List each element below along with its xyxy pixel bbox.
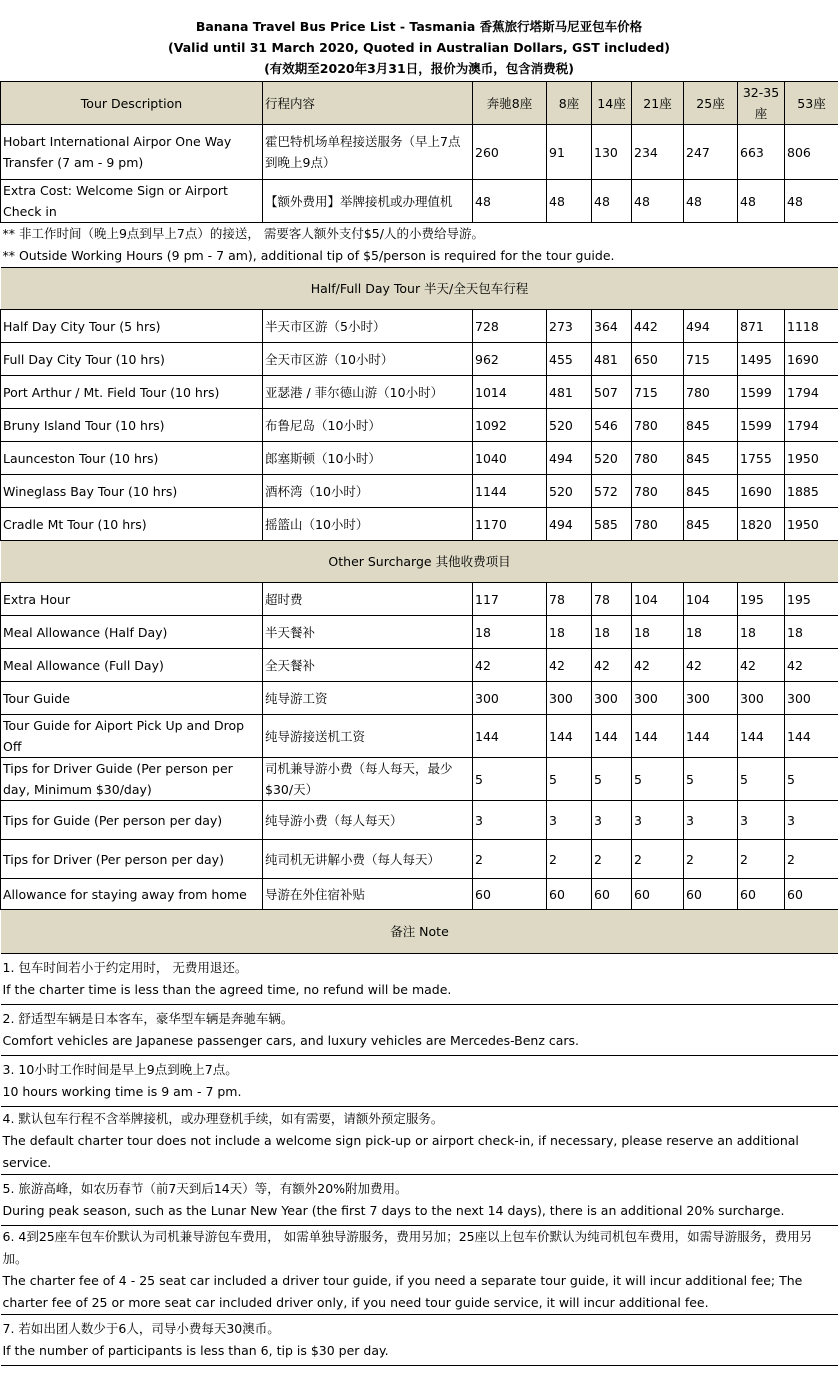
price-cell: 144 bbox=[785, 715, 838, 758]
note bbox=[1, 1226, 838, 1315]
price-cell: 780 bbox=[632, 508, 684, 541]
price-cell: 3 bbox=[684, 801, 738, 840]
price-row bbox=[1, 409, 838, 442]
price-cell: 780 bbox=[684, 376, 738, 409]
price-cell: 2 bbox=[632, 840, 684, 879]
price-cell: 60 bbox=[738, 879, 785, 910]
note-zh: 4. 默认包车行程不含举牌接机，或办理登机手续，如有需要，请额外预定服务。 bbox=[2, 1110, 444, 1126]
price-cell: 5 bbox=[738, 758, 785, 801]
price-cell: 300 bbox=[684, 682, 738, 715]
transfer-note bbox=[1, 223, 838, 268]
price-row bbox=[1, 475, 838, 508]
price-cell: 845 bbox=[684, 508, 738, 541]
document-title: Banana Travel Bus Price List - Tasmania 香蕉旅行塔斯马尼亚包车价格 bbox=[195, 19, 643, 34]
tour-description-en: Tips for Driver Guide (Per person per day, Minimum $30/day) bbox=[1, 758, 263, 801]
price-cell: 48 bbox=[547, 180, 592, 223]
tour-description-zh: 郎塞斯顿（10小时） bbox=[263, 442, 473, 475]
tour-description-en: Extra Hour bbox=[1, 583, 263, 616]
note-row bbox=[1, 1226, 838, 1315]
price-cell: 845 bbox=[684, 475, 738, 508]
price-cell: 247 bbox=[684, 125, 738, 180]
price-cell: 1755 bbox=[738, 442, 785, 475]
note-row bbox=[1, 954, 838, 1005]
note bbox=[1, 1005, 838, 1056]
column-header: 32-35座 bbox=[738, 82, 785, 125]
price-cell: 1885 bbox=[785, 475, 838, 508]
column-header: 25座 bbox=[684, 82, 738, 125]
price-cell: 144 bbox=[473, 715, 547, 758]
price-cell: 650 bbox=[632, 343, 684, 376]
note-zh: 1. 包车时间若小于约定用时， 无费用退还。 bbox=[2, 960, 248, 975]
validity-en: (Valid until 31 March 2020, Quoted in Australian Dollars, GST included) bbox=[168, 40, 670, 55]
price-cell: 18 bbox=[473, 616, 547, 649]
price-cell: 144 bbox=[738, 715, 785, 758]
note-zh: 7. 若如出团人数少于6人，司导小费每天30澳币。 bbox=[2, 1321, 280, 1336]
price-cell: 3 bbox=[547, 801, 592, 840]
tour-description-en: Full Day City Tour (10 hrs) bbox=[1, 343, 263, 376]
column-header: 行程内容 bbox=[263, 82, 473, 125]
tour-description-en: Port Arthur / Mt. Field Tour (10 hrs) bbox=[1, 376, 263, 409]
price-cell: 3 bbox=[592, 801, 632, 840]
price-cell: 48 bbox=[473, 180, 547, 223]
column-header: 奔驰8座 bbox=[473, 82, 547, 125]
price-cell: 1794 bbox=[785, 376, 838, 409]
tour-description-en: Tips for Guide (Per person per day) bbox=[1, 801, 263, 840]
price-cell: 494 bbox=[547, 442, 592, 475]
price-cell: 806 bbox=[785, 125, 838, 180]
tour-description-en: Wineglass Bay Tour (10 hrs) bbox=[1, 475, 263, 508]
price-cell: 546 bbox=[592, 409, 632, 442]
tour-description-en: Cradle Mt Tour (10 hrs) bbox=[1, 508, 263, 541]
price-cell: 117 bbox=[473, 583, 547, 616]
price-cell: 273 bbox=[547, 310, 592, 343]
note-zh: 6. 4到25座车包车价默认为司机兼导游包车费用， 如需单独导游服务，费用另加；25座以上包车价默认为纯司机包车费用，如需导游服务，费用另加。 bbox=[2, 1229, 813, 1266]
price-cell: 2 bbox=[738, 840, 785, 879]
note-en: The default charter tour does not include a welcome sign pick-up or airport check-in, if necessary, please reserve an additional service. bbox=[2, 1132, 799, 1170]
price-cell: 5 bbox=[473, 758, 547, 801]
price-cell: 520 bbox=[592, 442, 632, 475]
note bbox=[1, 954, 838, 1005]
price-cell: 195 bbox=[785, 583, 838, 616]
price-cell: 91 bbox=[547, 125, 592, 180]
transfer-note-row bbox=[1, 223, 838, 268]
price-row bbox=[1, 125, 838, 180]
note bbox=[1, 1056, 838, 1107]
tour-description-en: Tour Guide bbox=[1, 682, 263, 715]
price-cell: 60 bbox=[547, 879, 592, 910]
price-cell: 1690 bbox=[738, 475, 785, 508]
price-cell: 144 bbox=[632, 715, 684, 758]
document-header bbox=[0, 0, 838, 81]
transfer-note-en: ** Outside Working Hours (9 pm - 7 am), additional tip of $5/person is required for the tour guide. bbox=[2, 248, 615, 263]
note bbox=[1, 1107, 838, 1175]
note-en: The charter fee of 4 - 25 seat car included a driver tour guide, if you need a separate tour guide, it will incur additional fee; The charter fee of 25 or more seat car included driver only, if you need tour guide service, it will incur additional fee. bbox=[2, 1273, 803, 1310]
price-cell: 144 bbox=[592, 715, 632, 758]
price-row bbox=[1, 649, 838, 682]
price-cell: 3 bbox=[785, 801, 838, 840]
column-header: Tour Description bbox=[1, 82, 263, 125]
price-cell: 1118 bbox=[785, 310, 838, 343]
note-row bbox=[1, 1315, 838, 1366]
price-cell: 3 bbox=[632, 801, 684, 840]
price-cell: 300 bbox=[547, 682, 592, 715]
price-cell: 60 bbox=[473, 879, 547, 910]
price-cell: 2 bbox=[684, 840, 738, 879]
price-cell: 715 bbox=[684, 343, 738, 376]
price-cell: 5 bbox=[632, 758, 684, 801]
price-cell: 481 bbox=[547, 376, 592, 409]
tour-description-zh: 全天市区游（10小时） bbox=[263, 343, 473, 376]
price-cell: 1495 bbox=[738, 343, 785, 376]
tour-description-en: Meal Allowance (Full Day) bbox=[1, 649, 263, 682]
price-row bbox=[1, 758, 838, 801]
section-other-surcharge bbox=[1, 541, 838, 583]
price-cell: 48 bbox=[785, 180, 838, 223]
price-cell: 260 bbox=[473, 125, 547, 180]
price-row bbox=[1, 376, 838, 409]
tour-description-en: Launceston Tour (10 hrs) bbox=[1, 442, 263, 475]
price-cell: 871 bbox=[738, 310, 785, 343]
price-cell: 42 bbox=[473, 649, 547, 682]
price-cell: 1820 bbox=[738, 508, 785, 541]
price-cell: 234 bbox=[632, 125, 684, 180]
price-cell: 1599 bbox=[738, 409, 785, 442]
note-en: 10 hours working time is 9 am - 7 pm. bbox=[2, 1084, 242, 1099]
price-cell: 48 bbox=[684, 180, 738, 223]
price-row bbox=[1, 180, 838, 223]
note-row bbox=[1, 1175, 838, 1226]
price-cell: 60 bbox=[785, 879, 838, 910]
price-cell: 5 bbox=[785, 758, 838, 801]
price-cell: 18 bbox=[632, 616, 684, 649]
tour-description-en: Hobart International Airpor One Way Transfer (7 am - 9 pm) bbox=[1, 125, 263, 180]
price-cell: 1170 bbox=[473, 508, 547, 541]
tour-description-zh: 纯导游小费（每人每天） bbox=[263, 801, 473, 840]
price-cell: 18 bbox=[684, 616, 738, 649]
tour-description-zh: 司机兼导游小费（每人每天，最少$30/天） bbox=[263, 758, 473, 801]
price-cell: 1950 bbox=[785, 442, 838, 475]
tour-description-zh: 酒杯湾（10小时） bbox=[263, 475, 473, 508]
price-cell: 585 bbox=[592, 508, 632, 541]
column-header: 14座 bbox=[592, 82, 632, 125]
tour-description-en: Bruny Island Tour (10 hrs) bbox=[1, 409, 263, 442]
tour-description-en: Extra Cost: Welcome Sign or Airport Check in bbox=[1, 180, 263, 223]
price-cell: 481 bbox=[592, 343, 632, 376]
note-en: During peak season, such as the Lunar New Year (the first 7 days to the next 14 days), there is an additional 20% surcharge. bbox=[2, 1203, 785, 1218]
tour-description-zh: 纯司机无讲解小费（每人每天） bbox=[263, 840, 473, 879]
price-cell: 715 bbox=[632, 376, 684, 409]
price-cell: 78 bbox=[547, 583, 592, 616]
price-row bbox=[1, 616, 838, 649]
price-cell: 845 bbox=[684, 442, 738, 475]
price-cell: 78 bbox=[592, 583, 632, 616]
price-cell: 494 bbox=[547, 508, 592, 541]
price-cell: 1144 bbox=[473, 475, 547, 508]
price-row bbox=[1, 310, 838, 343]
tour-description-zh: 霍巴特机场单程接送服务（早上7点到晚上9点） bbox=[263, 125, 473, 180]
tour-description-zh: 半天市区游（5小时） bbox=[263, 310, 473, 343]
section-note bbox=[1, 910, 838, 954]
note bbox=[1, 1175, 838, 1226]
validity-zh: (有效期至2020年3月31日，报价为澳币，包含消费税) bbox=[264, 61, 574, 76]
tour-description-zh: 亚瑟港 / 菲尔德山游（10小时） bbox=[263, 376, 473, 409]
note-row bbox=[1, 1056, 838, 1107]
price-row bbox=[1, 879, 838, 910]
price-cell: 2 bbox=[785, 840, 838, 879]
price-row bbox=[1, 343, 838, 376]
note-zh: 5. 旅游高峰，如农历春节（前7天到后14天）等，有额外20%附加费用。 bbox=[2, 1181, 408, 1196]
tour-description-zh: 布鲁尼岛（10小时） bbox=[263, 409, 473, 442]
price-cell: 5 bbox=[547, 758, 592, 801]
price-cell: 1040 bbox=[473, 442, 547, 475]
price-cell: 364 bbox=[592, 310, 632, 343]
tour-description-zh: 全天餐补 bbox=[263, 649, 473, 682]
section-half-full-day bbox=[1, 268, 838, 310]
price-cell: 780 bbox=[632, 442, 684, 475]
section-note-title: 备注 Note bbox=[1, 910, 838, 954]
price-cell: 18 bbox=[547, 616, 592, 649]
price-cell: 1014 bbox=[473, 376, 547, 409]
price-cell: 5 bbox=[684, 758, 738, 801]
price-cell: 3 bbox=[738, 801, 785, 840]
price-cell: 300 bbox=[473, 682, 547, 715]
price-table bbox=[0, 81, 838, 1366]
price-cell: 1950 bbox=[785, 508, 838, 541]
price-row bbox=[1, 583, 838, 616]
tour-description-zh: 半天餐补 bbox=[263, 616, 473, 649]
price-cell: 1794 bbox=[785, 409, 838, 442]
tour-description-zh: 纯导游工资 bbox=[263, 682, 473, 715]
price-cell: 2 bbox=[592, 840, 632, 879]
price-cell: 728 bbox=[473, 310, 547, 343]
note-zh: 3. 10小时工作时间是早上9点到晚上7点。 bbox=[2, 1062, 238, 1077]
note-row bbox=[1, 1107, 838, 1175]
tour-description-zh: 导游在外住宿补贴 bbox=[263, 879, 473, 910]
price-cell: 104 bbox=[632, 583, 684, 616]
price-cell: 572 bbox=[592, 475, 632, 508]
price-cell: 845 bbox=[684, 409, 738, 442]
price-cell: 780 bbox=[632, 409, 684, 442]
column-header: 21座 bbox=[632, 82, 684, 125]
tour-description-zh: 超时费 bbox=[263, 583, 473, 616]
column-header: 53座 bbox=[785, 82, 838, 125]
price-cell: 5 bbox=[592, 758, 632, 801]
price-cell: 60 bbox=[684, 879, 738, 910]
price-row bbox=[1, 508, 838, 541]
note-en: Comfort vehicles are Japanese passenger cars, and luxury vehicles are Mercedes-Benz cars. bbox=[2, 1033, 580, 1048]
price-cell: 442 bbox=[632, 310, 684, 343]
price-row bbox=[1, 801, 838, 840]
price-cell: 144 bbox=[547, 715, 592, 758]
price-cell: 962 bbox=[473, 343, 547, 376]
price-cell: 2 bbox=[547, 840, 592, 879]
tour-description-en: Allowance for staying away from home bbox=[1, 879, 263, 910]
price-cell: 130 bbox=[592, 125, 632, 180]
price-row bbox=[1, 840, 838, 879]
note-en: If the charter time is less than the agreed time, no refund will be made. bbox=[2, 982, 452, 997]
note-zh: 2. 舒适型车辆是日本客车，豪华型车辆是奔驰车辆。 bbox=[2, 1011, 294, 1026]
price-cell: 42 bbox=[785, 649, 838, 682]
tour-description-en: Tips for Driver (Per person per day) bbox=[1, 840, 263, 879]
column-header: 8座 bbox=[547, 82, 592, 125]
price-cell: 48 bbox=[592, 180, 632, 223]
price-cell: 42 bbox=[738, 649, 785, 682]
price-cell: 663 bbox=[738, 125, 785, 180]
price-cell: 144 bbox=[684, 715, 738, 758]
price-cell: 520 bbox=[547, 475, 592, 508]
price-cell: 300 bbox=[785, 682, 838, 715]
price-row bbox=[1, 715, 838, 758]
price-cell: 195 bbox=[738, 583, 785, 616]
section-half-full-day-title: Half/Full Day Tour 半天/全天包车行程 bbox=[1, 268, 838, 310]
tour-description-en: Meal Allowance (Half Day) bbox=[1, 616, 263, 649]
price-row bbox=[1, 682, 838, 715]
price-cell: 60 bbox=[592, 879, 632, 910]
header-row bbox=[1, 82, 838, 125]
price-cell: 1690 bbox=[785, 343, 838, 376]
price-cell: 48 bbox=[632, 180, 684, 223]
tour-description-zh: 摇篮山（10小时） bbox=[263, 508, 473, 541]
note-row bbox=[1, 1005, 838, 1056]
note-en: If the number of participants is less than 6, tip is $30 per day. bbox=[2, 1343, 389, 1358]
tour-description-zh: 纯导游接送机工资 bbox=[263, 715, 473, 758]
price-cell: 1092 bbox=[473, 409, 547, 442]
price-cell: 60 bbox=[632, 879, 684, 910]
price-cell: 455 bbox=[547, 343, 592, 376]
price-cell: 300 bbox=[738, 682, 785, 715]
tour-description-en: Half Day City Tour (5 hrs) bbox=[1, 310, 263, 343]
tour-description-zh: 【额外费用】举牌接机或办理值机 bbox=[263, 180, 473, 223]
price-cell: 300 bbox=[592, 682, 632, 715]
price-cell: 494 bbox=[684, 310, 738, 343]
transfer-note-zh: ** 非工作时间（晚上9点到早上7点）的接送， 需要客人额外支付$5/人的小费给导游。 bbox=[2, 226, 484, 241]
tour-description-en: Tour Guide for Aiport Pick Up and Drop Off bbox=[1, 715, 263, 758]
price-cell: 42 bbox=[684, 649, 738, 682]
price-cell: 18 bbox=[785, 616, 838, 649]
price-cell: 1599 bbox=[738, 376, 785, 409]
price-cell: 18 bbox=[738, 616, 785, 649]
price-row bbox=[1, 442, 838, 475]
note bbox=[1, 1315, 838, 1366]
price-cell: 42 bbox=[632, 649, 684, 682]
price-cell: 2 bbox=[473, 840, 547, 879]
price-cell: 18 bbox=[592, 616, 632, 649]
price-cell: 42 bbox=[547, 649, 592, 682]
price-cell: 42 bbox=[592, 649, 632, 682]
price-cell: 104 bbox=[684, 583, 738, 616]
price-cell: 507 bbox=[592, 376, 632, 409]
section-other-surcharge-title: Other Surcharge 其他收费项目 bbox=[1, 541, 838, 583]
price-cell: 780 bbox=[632, 475, 684, 508]
price-cell: 300 bbox=[632, 682, 684, 715]
price-cell: 3 bbox=[473, 801, 547, 840]
price-cell: 48 bbox=[738, 180, 785, 223]
price-cell: 520 bbox=[547, 409, 592, 442]
